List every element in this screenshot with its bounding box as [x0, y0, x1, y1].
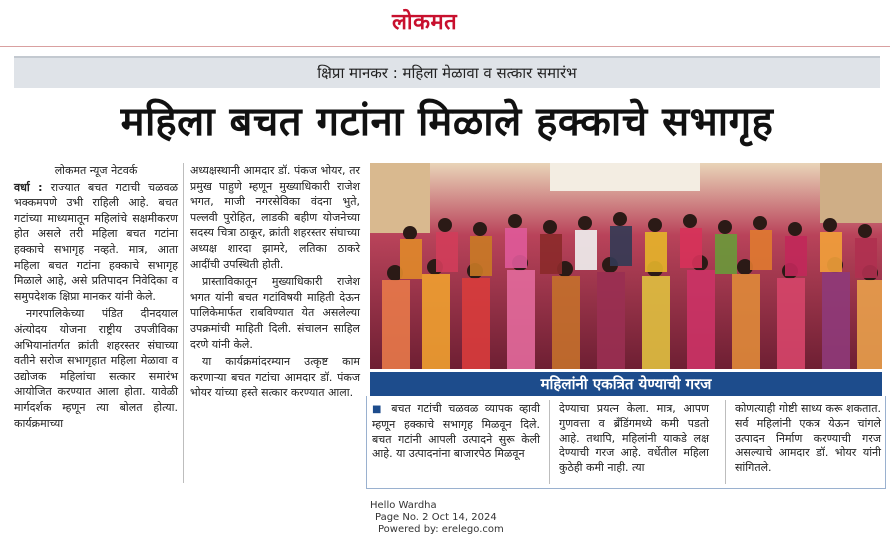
article-headline: महिला बचत गटांना मिळाले हक्काचे सभागृह — [120, 99, 774, 145]
bullet-icon: ■ — [372, 404, 385, 415]
article-column-1 — [14, 163, 178, 431]
sidebar-column-3 — [735, 402, 881, 476]
article-paragraph: राज्यात बचत गटाची चळवळ भक्कमपणे उभी राहिली आहे. बचत गटांच्या माध्यमातून महिलांचे सक्षमीकरण होत असले तरी महिला बचत गटांना हक्काचे सभागृह नव्हते. मात्र, आता महिला बचत गटांना हक्काचे सभागृह मिळाले आहे, असे प्रतिपादन निवेदिका व समुपदेशक क्षिप्रा मानकर यांनी केले. — [14, 180, 178, 303]
sidebar-text: देण्याचा प्रयत्न केला. मात्र, आपण गुणवत्ता व ब्रँडिंगमध्ये कमी पडतो आहे. तथापि, महिलांनी याकडे लक्ष देण्याची गरज आहे. वर्धेतील महिला कुठेही कमी नाही. त्या — [559, 402, 709, 475]
column-divider — [549, 400, 550, 484]
sidebar-column-2 — [559, 402, 709, 476]
dateline-place: वर्धा : — [14, 180, 43, 194]
footer-page-date: Page No. 2 Oct 14, 2024 — [375, 512, 497, 523]
sidebar-text: कोणत्याही गोष्टी साध्य करू शकतात. सर्व महिलांनी एकत्र येऊन चांगले उत्पादन निर्माण करण्याची गरज असल्याचे आमदार डॉ. भोयर यांनी सांगितले. — [735, 402, 881, 475]
sidebar-text: बचत गटांची चळवळ व्यापक व्हावी म्हणून हक्काचे सभागृह मिळवून दिले. बचत गटांनी आपली उत्पादने सुरू केली आहे. या उत्पादनांना बाजारपेठ मिळवून — [372, 402, 540, 461]
sidebar-subhead: महिलांनी एकत्रित येण्याची गरज — [540, 375, 712, 393]
event-group-photo — [370, 163, 882, 369]
article-paragraph: या कार्यक्रमांदरम्यान उत्कृष्ट काम करणाऱ्या बचत गटांचा आमदार डॉ. पंकज भोयर यांच्या हस्ते सत्कार करण्यात आला. — [190, 355, 360, 400]
column-divider — [183, 163, 184, 483]
article-paragraph: प्रास्ताविकातून मुख्याधिकारी राजेश भगत यांनी बचत गटांविषयी माहिती देऊन पालिकेमार्फत राबविण्यात येत असलेल्या उपक्रमांची माहिती दिली. संचालन साहिल दरणे यांनी केले. — [190, 275, 360, 351]
article-paragraph: नगरपालिकेच्या पंडित दीनदयाल अंत्योदय योजना राष्ट्रीय उपजीविका अभियानांतर्गत क्रांती शहरस्तर संघाच्या वतीने सरोज सभागृहात महिला मेळावा व उद्योजक महिलांचा सत्कार समारंभ आयोजित करण्यात आला होता. यावेळी मार्गदर्शक म्हणून त्या बोलत होत्या. कार्यक्रमाच्या — [14, 307, 178, 430]
article-column-2 — [190, 163, 360, 401]
newspaper-logo: लोकमत — [392, 10, 458, 35]
article-paragraph: अध्यक्षस्थानी आमदार डॉ. पंकज भोयर, तर प्रमुख पाहुणे म्हणून मुख्याधिकारी राजेश भगत, माजी नगरसेविका वंदना भुते, पल्लवी पुरोहित, लाडकी बहीण योजनेच्या सदस्य चित्रा ठाकूर, क्रांती शहरस्तर संघाच्या अध्यक्ष शारदा झामरे, लतिका ठाकरे आदींची उपस्थिती होती. — [190, 164, 360, 271]
kicker-text: क्षिप्रा मानकर : महिला मेळावा व सत्कार समारंभ — [317, 64, 577, 82]
byline: लोकमत न्यूज नेटवर्क — [54, 164, 138, 177]
masthead — [0, 0, 890, 47]
sidebar-column-1 — [372, 402, 540, 462]
column-divider — [725, 400, 726, 484]
kicker-band — [14, 56, 880, 88]
footer-edition: Hello Wardha — [370, 500, 437, 511]
footer-powered-by: Powered by: erelego.com — [378, 524, 504, 535]
sidebar-subhead-band — [370, 372, 882, 396]
page-footer — [370, 500, 504, 536]
